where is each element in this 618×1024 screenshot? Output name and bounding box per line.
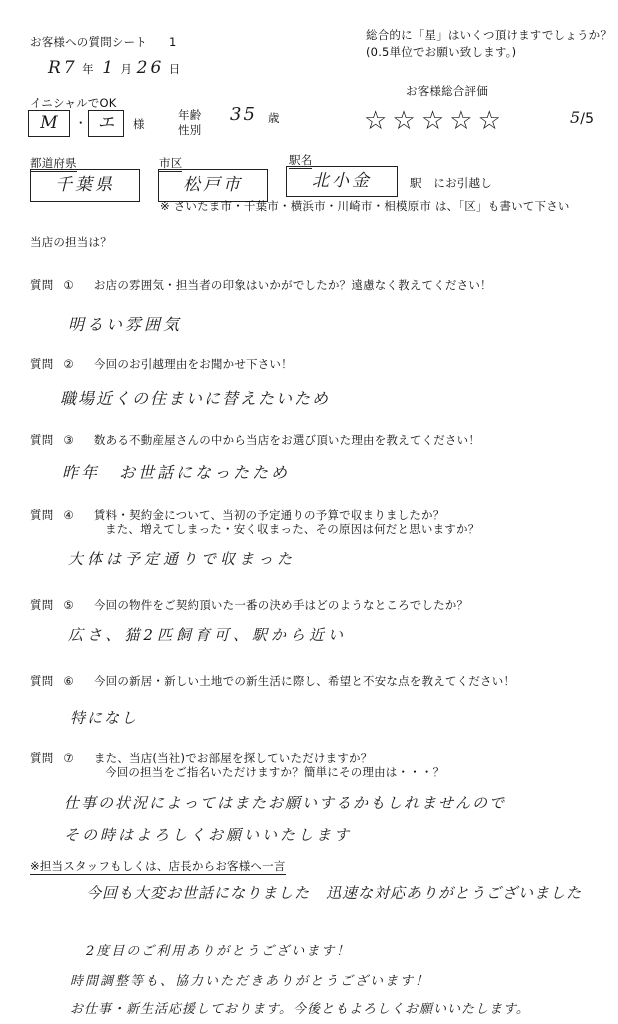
date-year-hand: R7: [48, 58, 78, 78]
initial-label: イニシャルでOK: [30, 96, 117, 110]
initial-box-2: エ: [88, 110, 124, 137]
question-5: 質問 ⑤ 今回の物件をご契約頂いた一番の決め手はどのようなところでしたか？: [30, 598, 469, 612]
prefecture-box: 千葉県: [30, 169, 140, 202]
question-6: 質問 ⑥ 今回の新居・新しい土地での新生活に際し、希望と不安な点を教えてください！: [30, 674, 516, 688]
sheet-number: 1: [169, 35, 177, 49]
answer-5: 広さ、猫2匹飼育可、駅から近い: [68, 626, 347, 644]
date-month-hand: 1: [102, 58, 117, 78]
answer-2: 職場近くの住まいに替えたいため: [60, 389, 331, 408]
star-icon: ☆: [449, 106, 473, 136]
answer-7-line2: その時はよろしくお願いいたします: [64, 826, 353, 844]
question-7-line2: 今回の担当をご指名いただけますか？簡単にその理由は・・・？: [105, 765, 445, 779]
rating-stars: [364, 108, 544, 134]
age-gender-labels: 年齢 性別: [178, 108, 202, 137]
initial-dot: ・: [75, 116, 87, 130]
staff-message-label: ※担当スタッフもしくは、店長からお客様へ一言: [30, 859, 286, 873]
prefecture-label: 都道府県: [30, 156, 77, 170]
station-box: 北小金: [286, 166, 398, 197]
staff-message-line4: お仕事・新生活応援しております。今後ともよろしくお願いいたします。: [70, 1002, 530, 1017]
star-icon: ☆: [420, 106, 445, 136]
rating-heading: お客様総合評価: [406, 84, 488, 98]
station-suffix: 駅 にお引越し: [410, 176, 492, 190]
star-icon: ☆: [364, 106, 388, 136]
question-4-line2: また、増えてしまった・安く収まった、その原因は何だと思いますか？: [105, 522, 480, 536]
question-4: 質問 ④ 賃料・契約金について、当初の予定通りの予算で収まりましたか？: [30, 508, 445, 522]
staff-message-line1: 今回も大変お世話になりました 迅速な対応ありがとうございました: [86, 884, 583, 902]
initial-box-1: M: [28, 110, 70, 137]
answer-6: 特になし: [70, 709, 139, 727]
star-icon: ☆: [392, 106, 416, 136]
date-row: R7 年 1 月 26 日: [48, 58, 181, 78]
city-label: 市区: [159, 156, 183, 170]
age-unit: 歳: [268, 111, 280, 125]
date-day-hand: 26: [136, 58, 165, 78]
question-2: 質問 ② 今回のお引越理由をお聞かせ下さい！: [30, 357, 293, 371]
answer-7: 仕事の状況によってはまたお願いするかもしれませんので: [64, 794, 507, 812]
rating-value: 5/5: [570, 108, 595, 127]
answer-4: 大体は予定通りで収まった: [68, 550, 297, 568]
star-icon: ☆: [477, 106, 501, 136]
rating-question: 総合的に「星」はいくつ頂けますでしょうか？ (0.5単位でお願い致します。): [366, 28, 613, 59]
answer-3: 昨年 お世話になったため: [62, 463, 291, 482]
sheet-title: お客様への質問シート 1: [30, 35, 177, 49]
question-7: 質問 ⑦ また、当店(当社)でお部屋を探していただけますか？: [30, 751, 373, 765]
staff-message-line3: 時間調整等も、協力いただきありがとうございます！: [70, 974, 431, 989]
question-3: 質問 ③ 数ある不動産屋さんの中から当店をお選び頂いた理由を教えてください！: [30, 433, 481, 447]
station-label: 駅名: [289, 153, 313, 167]
city-box: 松戸市: [158, 169, 268, 202]
sama-label: 様: [133, 117, 145, 131]
staff-question: 当店の担当は？: [30, 235, 112, 249]
staff-message-line2: 2度目のご利用ありがとうございます！: [86, 944, 352, 959]
question-1: 質問 ① お店の雰囲気・担当者の印象はいかがでしたか？遠慮なく教えてください！: [30, 278, 492, 292]
location-note: ※ さいたま市・千葉市・横浜市・川崎市・相模原市 は、「区」も書いて下さい: [160, 199, 570, 213]
age-hand: 35: [230, 104, 257, 125]
answer-1: 明るい雰囲気: [68, 315, 183, 334]
